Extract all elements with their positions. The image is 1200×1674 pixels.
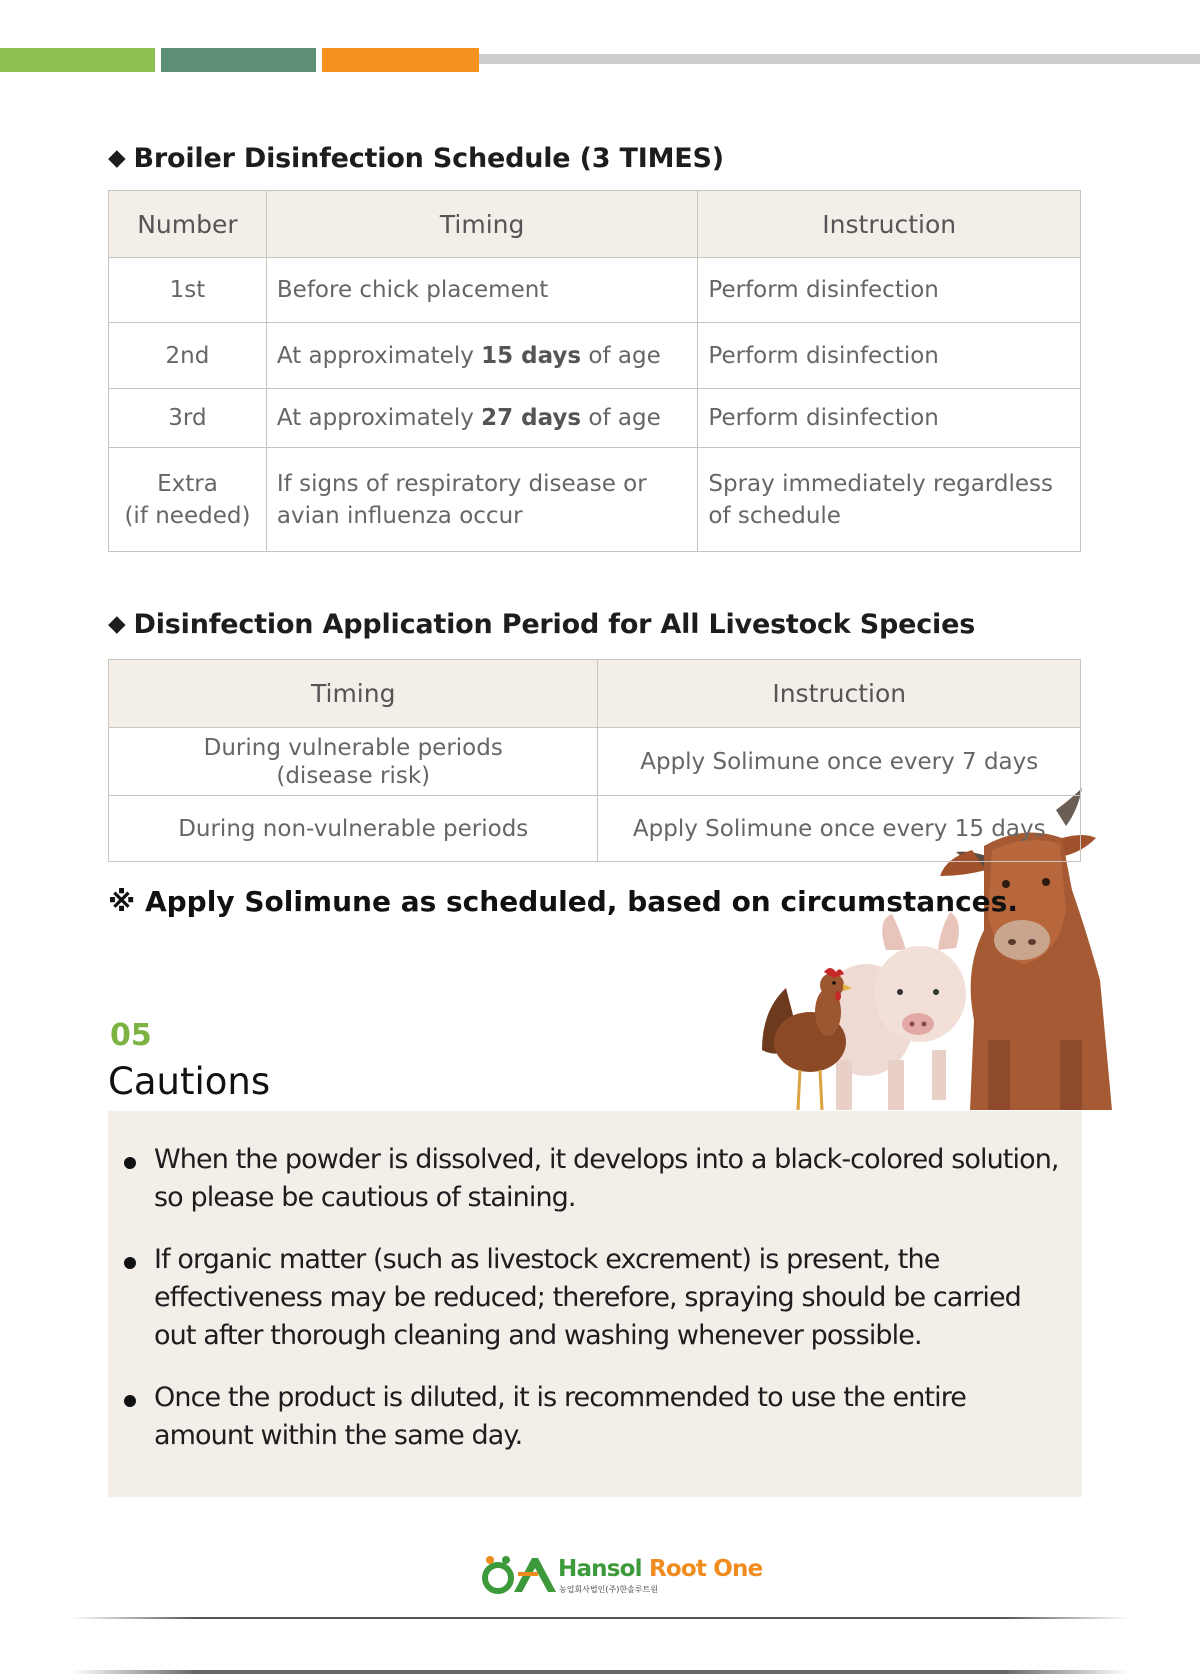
- section-number: 05: [110, 1018, 152, 1053]
- livestock-period-heading: ◆ Disinfection Application Period for All Livestock Species: [108, 609, 976, 640]
- list-item: If organic matter (such as livestock excrement) is present, the effectiveness may be reduced; therefore, spraying should be carried out after thorough cleaning and washing whenever possible.: [116, 1241, 1068, 1355]
- timing-cell: At approximately 27 days of age: [266, 389, 698, 448]
- footer-divider-bottom: [70, 1670, 1130, 1674]
- broiler-schedule-table: [108, 190, 1081, 552]
- top-color-bar: [0, 48, 1200, 72]
- bar-segment-orange: [322, 48, 479, 72]
- header-instruction: Instruction: [698, 191, 1081, 258]
- bullet-icon: [124, 1395, 136, 1407]
- bar-segment-teal: [161, 48, 316, 72]
- table-row: During non-vulnerable periods Apply Solimune once every 15 days: [109, 796, 1081, 862]
- bar-segment-green: [0, 48, 155, 72]
- header-number: Number: [109, 191, 267, 258]
- broiler-schedule-heading: ◆ Broiler Disinfection Schedule (3 TIMES): [108, 143, 724, 174]
- header-instruction: Instruction: [598, 660, 1081, 728]
- logo-subtitle: 농업회사법인(주)한솔루트원: [559, 1585, 658, 1594]
- header-timing: Timing: [109, 660, 598, 728]
- table-header-row: [109, 191, 1081, 258]
- diamond-bullet-icon: ◆: [108, 611, 126, 637]
- bullet-icon: [124, 1257, 136, 1269]
- number-cell: Extra (if needed): [109, 448, 267, 552]
- bar-segment-gray: [479, 54, 1200, 64]
- table-row: 3rd At approximately 27 days of age Perform disinfection: [109, 389, 1081, 448]
- list-item: When the powder is dissolved, it develops into a black-colored solution, so please be cautious of staining.: [116, 1141, 1068, 1217]
- diamond-bullet-icon: ◆: [108, 145, 126, 171]
- list-item: Once the product is diluted, it is recommended to use the entire amount within the same day.: [116, 1379, 1068, 1455]
- table-header-row: [109, 660, 1081, 728]
- timing-cell: At approximately 15 days of age: [266, 323, 698, 389]
- company-logo: [478, 1552, 763, 1598]
- table-row: 1st Before chick placement Perform disinfection: [109, 258, 1081, 323]
- timing-cell: If signs of respiratory disease or avian influenza occur: [266, 448, 698, 552]
- table-row: [109, 448, 1081, 552]
- logo-mark-icon: [478, 1552, 558, 1598]
- section-title: Cautions: [108, 1060, 271, 1103]
- cautions-box: [108, 1111, 1082, 1497]
- schedule-note: ※ Apply Solimune as scheduled, based on circumstances.: [108, 885, 1018, 918]
- instruction-cell: Spray immediately regardless of schedule: [698, 448, 1081, 552]
- header-timing: Timing: [266, 191, 698, 258]
- livestock-period-table: [108, 659, 1081, 862]
- bullet-icon: [124, 1157, 136, 1169]
- cautions-list: [116, 1141, 1068, 1455]
- logo-name: Hansol Root One: [558, 1556, 763, 1582]
- footer-divider: [70, 1617, 1130, 1619]
- table-row: During vulnerable periods (disease risk) Apply Solimune once every 7 days: [109, 728, 1081, 796]
- timing-cell: During vulnerable periods (disease risk): [109, 728, 598, 796]
- table-row: 2nd At approximately 15 days of age Perform disinfection: [109, 323, 1081, 389]
